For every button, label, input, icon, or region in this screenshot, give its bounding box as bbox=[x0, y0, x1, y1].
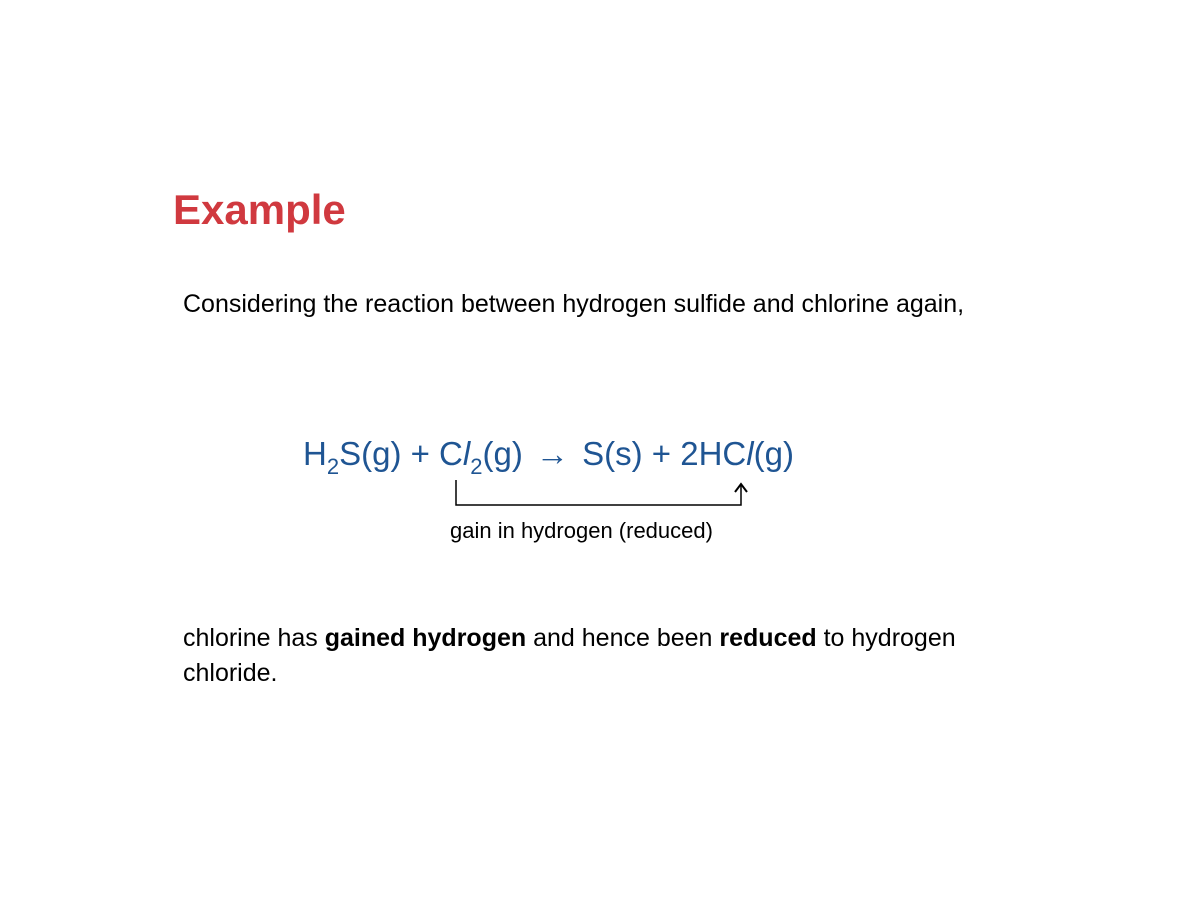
conclusion-text-1: chlorine has bbox=[183, 624, 325, 652]
intro-paragraph: Considering the reaction between hydrogen sulfide and chlorine again, bbox=[183, 290, 965, 318]
eq-products-end: (g) bbox=[753, 435, 794, 472]
eq-h2s-subscript: 2 bbox=[326, 454, 340, 479]
reduction-annotation: gain in hydrogen (reduced) bbox=[450, 518, 713, 543]
slide-title: Example bbox=[173, 186, 346, 233]
eq-hcl-l: l bbox=[746, 435, 754, 472]
bracket-line bbox=[456, 480, 741, 505]
eq-h2s-rest: S(g) + bbox=[339, 435, 440, 472]
conclusion-text-3: to hydrogen chloride. bbox=[183, 624, 956, 687]
conclusion-bold-reduced: reduced bbox=[719, 624, 817, 652]
eq-cl2-c: C bbox=[439, 435, 463, 472]
eq-cl2-l: l bbox=[462, 435, 471, 472]
reaction-arrow: → bbox=[535, 435, 569, 472]
eq-cl2-subscript: 2 bbox=[470, 454, 483, 479]
eq-h2s-h: H bbox=[303, 435, 327, 472]
bracket-arrow-head bbox=[735, 484, 747, 492]
conclusion-paragraph bbox=[183, 621, 1003, 691]
eq-cl2-rest: (g) bbox=[482, 435, 532, 472]
conclusion-bold-gained: gained hydrogen bbox=[324, 624, 527, 652]
eq-products: S(s) + 2HC bbox=[572, 435, 747, 472]
chemical-equation bbox=[303, 432, 794, 479]
conclusion-text-2: and hence been bbox=[526, 624, 720, 652]
